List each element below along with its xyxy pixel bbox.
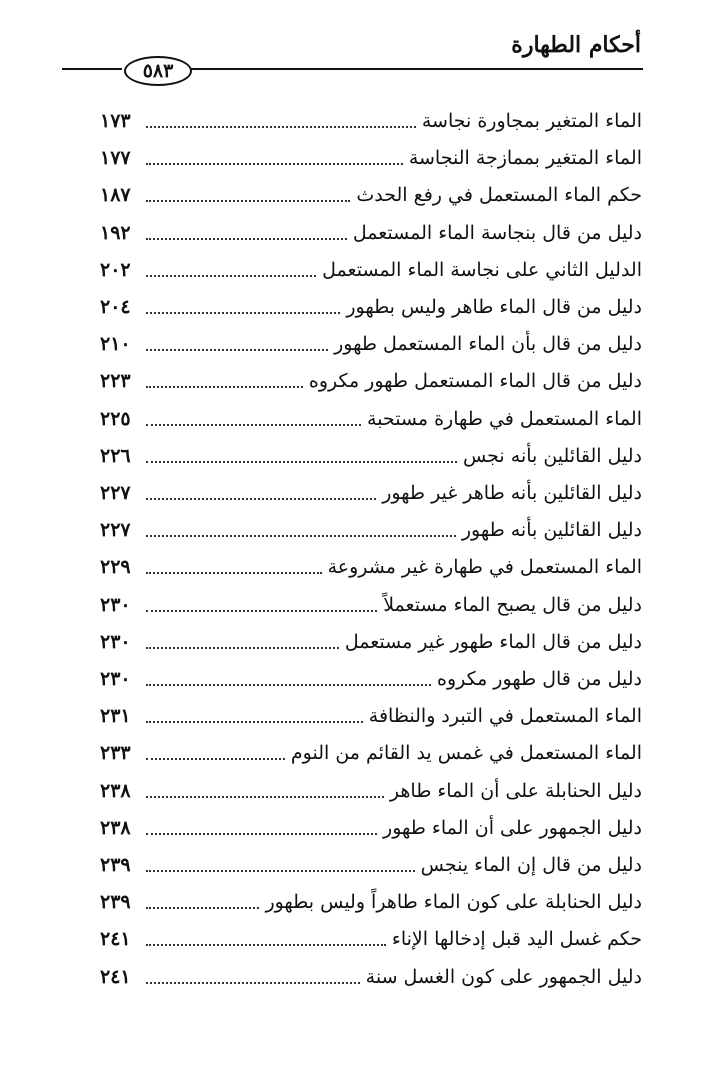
dot-leader (146, 610, 377, 612)
dot-leader (146, 833, 377, 835)
toc-entry (100, 329, 642, 359)
toc-entry-title: دليل الحنابلة على أن الماء طاهر (389, 779, 642, 802)
toc-entry-title: الماء المتغير بمجاورة نجاسة (421, 110, 642, 132)
toc-entry-page: ١٨٧ (100, 184, 131, 207)
toc-entry-page: ٢٣٨ (100, 779, 131, 802)
toc-entry (100, 813, 642, 843)
toc-entry-title: الماء المستعمل في طهارة مستحبة (367, 407, 642, 430)
page-header (0, 0, 703, 95)
toc-entry (100, 850, 642, 880)
toc-entry (100, 292, 642, 322)
toc-entry-title: حكم الماء المستعمل في رفع الحدث (356, 184, 642, 207)
toc-entry-title: دليل من قال يصبح الماء مستعملاً (383, 593, 642, 616)
toc-entry-page: ٢١٠ (100, 333, 131, 356)
toc-entry (100, 962, 642, 992)
toc-entry-page: ٢٣٠ (100, 668, 131, 690)
dot-leader (146, 349, 328, 351)
toc-entry-title: دليل القائلين بأنه طهور (461, 519, 642, 542)
toc-entry-title: الماء المستعمل في طهارة غير مشروعة (327, 556, 642, 579)
dot-leader (146, 424, 361, 426)
book-title: أحكام الطهارة (511, 32, 641, 58)
dot-leader (146, 275, 316, 277)
toc-entry-page: ٢٤١ (100, 928, 131, 951)
dot-leader (146, 758, 285, 760)
toc-entry-title: دليل القائلين بأنه طاهر غير طهور (382, 482, 642, 504)
toc-entry-page: ٢٣٩ (100, 854, 131, 876)
dot-leader (146, 163, 403, 165)
toc-entry-title: دليل القائلين بأنه نجس (462, 444, 642, 467)
toc-entry (100, 106, 642, 136)
toc-entry-page: ١٧٣ (100, 110, 131, 132)
toc-entry (100, 515, 642, 545)
dot-leader (146, 238, 347, 240)
dot-leader (146, 870, 415, 872)
toc-entry-page: ٢٣٠ (100, 593, 131, 616)
toc-entry-page: ٢٣٣ (100, 742, 131, 765)
toc-entry (100, 478, 642, 508)
toc-entry-page: ٢٠٤ (100, 296, 131, 318)
toc-entry-title: دليل الحنابلة على كون الماء طاهراً وليس بطهور (265, 891, 642, 914)
toc-entry-page: ٢٢٣ (100, 370, 131, 393)
toc-entry-title: دليل من قال طهور مكروه (436, 668, 642, 690)
toc-entry (100, 627, 642, 657)
toc-entry (100, 552, 642, 582)
toc-entry-title: دليل من قال بأن الماء المستعمل طهور (334, 333, 642, 356)
toc-entry-title: دليل الجمهور على أن الماء طهور (383, 816, 642, 839)
dot-leader (146, 796, 384, 798)
toc-entry-page: ٢٢٩ (100, 556, 131, 579)
dot-leader (146, 200, 350, 202)
toc-entry (100, 441, 642, 471)
dot-leader (146, 498, 376, 500)
toc-entry (100, 366, 642, 396)
toc-entry-page: ٢٠٢ (100, 258, 131, 281)
dot-leader (146, 461, 457, 463)
toc-entry (100, 180, 642, 210)
toc-entry-title: الماء المستعمل في التبرد والنظافة (368, 705, 642, 728)
toc-entry-page: ٢٣٠ (100, 630, 131, 653)
toc-entry-title: دليل الجمهور على كون الغسل سنة (365, 965, 642, 988)
toc-entry-page: ١٩٢ (100, 221, 131, 244)
toc-entry-title: دليل من قال بنجاسة الماء المستعمل (352, 221, 642, 244)
toc-entry-title: الدليل الثاني على نجاسة الماء المستعمل (322, 258, 642, 281)
toc-entry-title: دليل من قال الماء المستعمل طهور مكروه (308, 370, 642, 393)
toc-entry-page: ٢٢٧ (100, 482, 131, 504)
dot-leader (146, 647, 339, 649)
toc-entry (100, 701, 642, 731)
toc-entry-title: دليل من قال الماء طاهر وليس بطهور (346, 296, 642, 318)
toc-entry-page: ٢٢٧ (100, 519, 131, 542)
toc-entry-page: ٢٤١ (100, 965, 131, 988)
dot-leader (146, 312, 340, 314)
toc-entry-page: ٢٢٦ (100, 444, 131, 467)
dot-leader (146, 126, 416, 128)
dot-leader (146, 982, 360, 984)
toc-entry-title: الماء المتغير بممازجة النجاسة (408, 147, 642, 170)
toc-entry (100, 738, 642, 768)
toc-entry (100, 887, 642, 917)
toc-entry (100, 664, 642, 694)
dot-leader (146, 721, 363, 723)
toc-entry-page: ٢٣٨ (100, 816, 131, 839)
dot-leader (146, 944, 386, 946)
toc-entry-page: ١٧٧ (100, 147, 131, 170)
header-rule (190, 68, 643, 70)
header-rule-left (62, 68, 122, 70)
toc-entry (100, 590, 642, 620)
toc-entry-title: دليل من قال إن الماء ينجس (420, 854, 642, 876)
dot-leader (146, 386, 303, 388)
toc-entry (100, 776, 642, 806)
toc-entry (100, 924, 642, 954)
toc-entry-page: ٢٢٥ (100, 407, 131, 430)
toc-entry-page: ٢٣٩ (100, 891, 131, 914)
dot-leader (146, 572, 322, 574)
toc-entry (100, 404, 642, 434)
toc-entry (100, 143, 642, 173)
toc-entry-title: حكم غسل اليد قبل إدخالها الإناء (391, 928, 642, 951)
dot-leader (146, 684, 431, 686)
toc-entry-page: ٢٣١ (100, 705, 131, 728)
toc-entry (100, 218, 642, 248)
toc-entry-title: الماء المستعمل في غمس يد القائم من النوم (290, 742, 642, 765)
dot-leader (146, 535, 456, 537)
page-number-badge: ٥٨٣ (124, 56, 192, 86)
dot-leader (146, 907, 259, 909)
toc-entry-title: دليل من قال الماء طهور غير مستعمل (344, 630, 642, 653)
toc-entry (100, 255, 642, 285)
